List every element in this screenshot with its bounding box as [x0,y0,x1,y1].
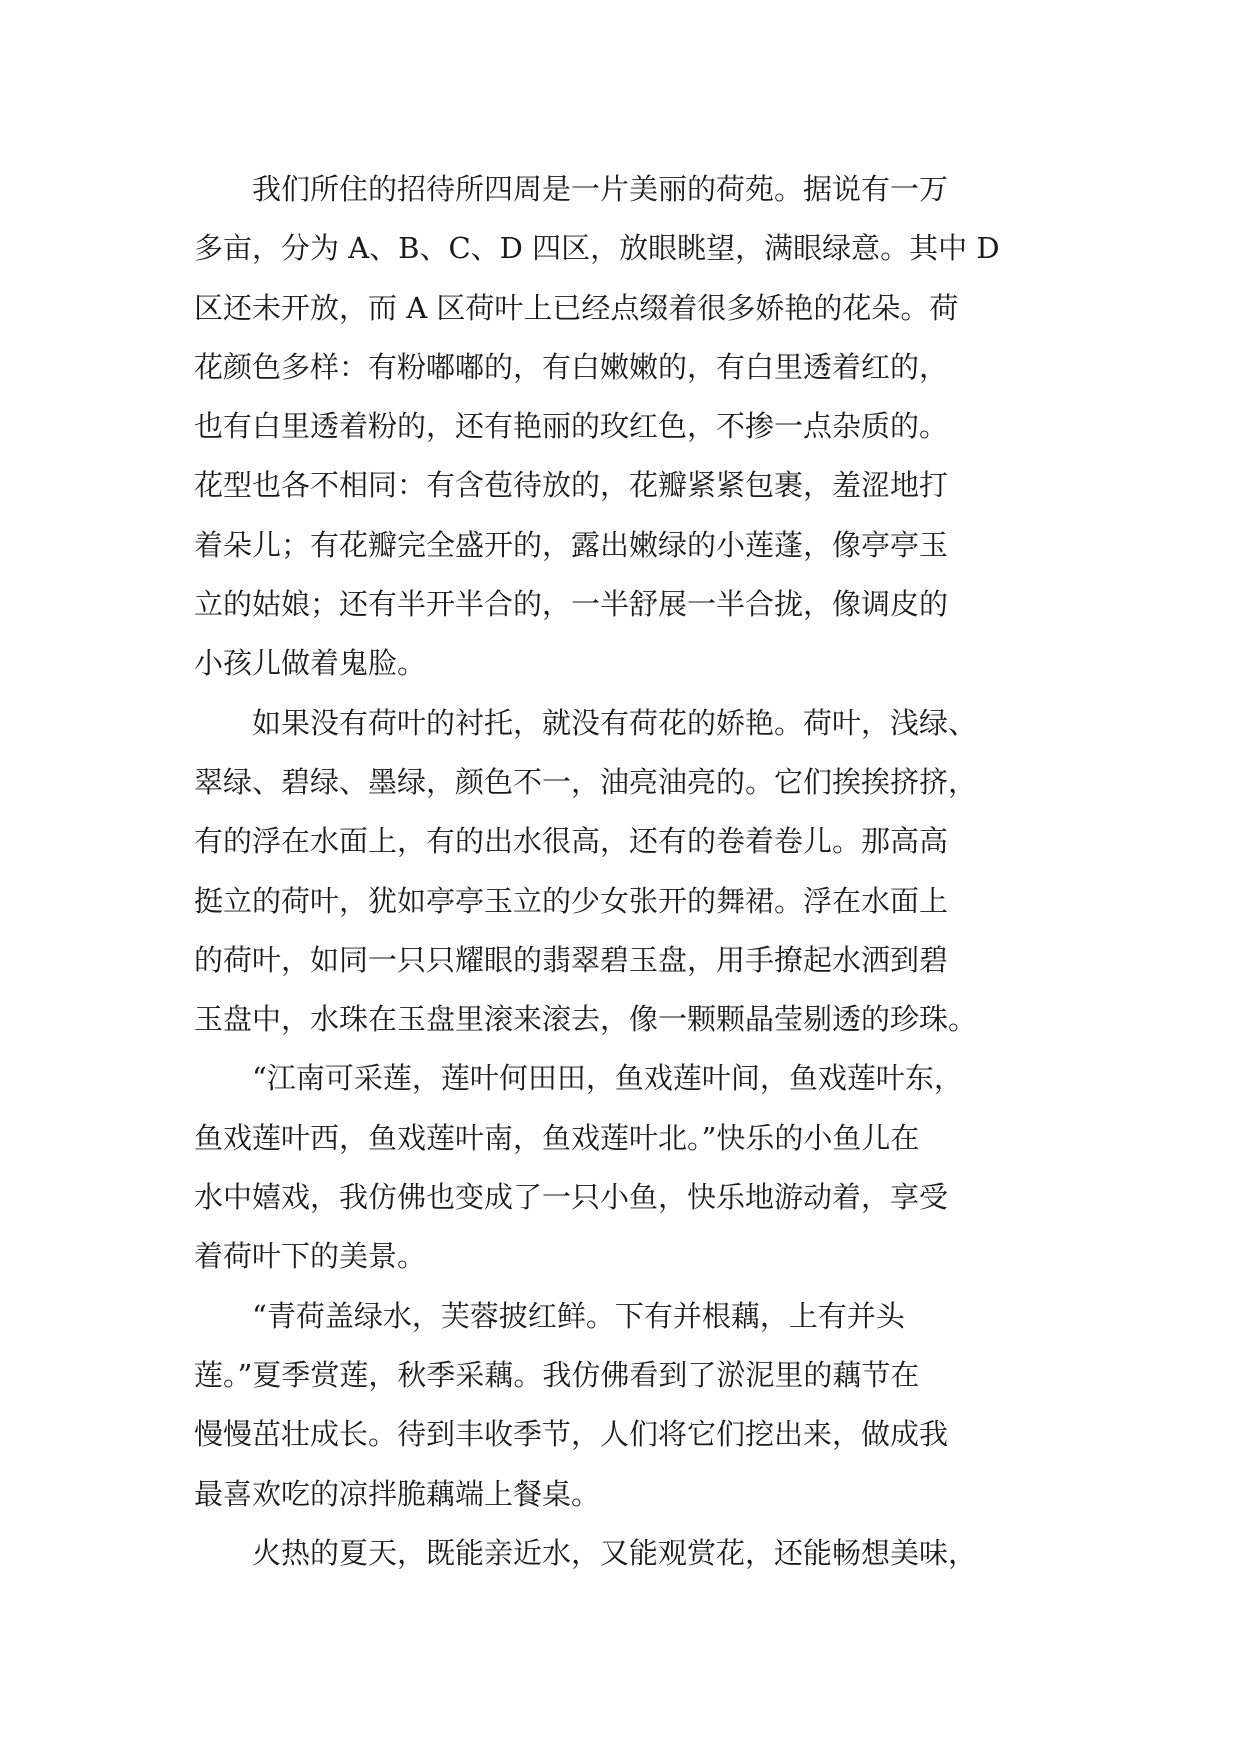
text-line: 的荷叶，如同一只只耀眼的翡翠碧玉盘，用手撩起水洒到碧 [194,942,949,977]
text-line: 火热的夏天，既能亲近水，又能观赏花，还能畅想美味， [194,1535,978,1570]
text-line: 挺立的荷叶，犹如亭亭玉立的少女张开的舞裙。浮在水面上 [194,883,949,918]
text-line: 慢慢茁壮成长。待到丰收季节，人们将它们挖出来，做成我 [194,1417,949,1452]
text-line: 也有白里透着粉的，还有艳丽的玫红色，不掺一点杂质的。 [194,409,949,444]
paragraph [194,1287,1000,1524]
text-line: 最喜欢吃的凉拌脆藕端上餐桌。 [194,1476,601,1511]
paragraph [194,1049,1000,1286]
text-line: 我们所住的招待所四周是一片美丽的荷苑。据说有一万 [194,172,949,206]
paragraph [194,694,1000,1050]
text-line: 翠绿、碧绿、墨绿，颜色不一，油亮油亮的。它们挨挨挤挤， [194,764,978,799]
text-line: 着朵儿；有花瓣完全盛开的，露出嫩绿的小莲蓬，像亭亭玉 [194,527,949,562]
text-line: 立的姑娘；还有半开半合的，一半舒展一半合拢，像调皮的 [194,587,949,622]
text-line: 多亩，分为 A、B、C、D 四区，放眼眺望，满眼绿意。其中 D [194,231,1000,266]
text-line: 区还未开放，而 A 区荷叶上已经点缀着很多娇艳的花朵。荷 [194,290,959,325]
text-line: 如果没有荷叶的衬托，就没有荷花的娇艳。荷叶，浅绿、 [194,705,978,740]
text-line: 着荷叶下的美景。 [194,1239,427,1274]
text-line: 花颜色多样：有粉嘟嘟的，有白嫩嫩的，有白里透着红的， [194,349,949,384]
text-line: 莲。”夏季赏莲，秋季采藕。我仿佛看到了淤泥里的藕节在 [194,1357,920,1392]
paragraph [194,160,1000,694]
text-line: 水中嬉戏，我仿佛也变成了一只小鱼，快乐地游动着，享受 [194,1180,949,1215]
text-line: 鱼戏莲叶西，鱼戏莲叶南，鱼戏莲叶北。”快乐的小鱼儿在 [194,1120,920,1155]
text-line: 玉盘中，水珠在玉盘里滚来滚去，像一颗颗晶莹剔透的珍珠。 [194,1002,978,1037]
document-body [194,160,1000,1583]
text-line: 花型也各不相同：有含苞待放的，花瓣紧紧包裹，羞涩地打 [194,468,949,503]
text-line: 小孩儿做着鬼脸。 [194,646,427,681]
text-line: 有的浮在水面上，有的出水很高，还有的卷着卷儿。那高高 [194,824,949,859]
text-line: “江南可采莲，莲叶何田田，鱼戏莲叶间，鱼戏莲叶东， [194,1061,963,1096]
paragraph [194,1524,1000,1583]
text-line: “青荷盖绿水，芙蓉披红鲜。下有并根藕，上有并头 [194,1298,905,1333]
